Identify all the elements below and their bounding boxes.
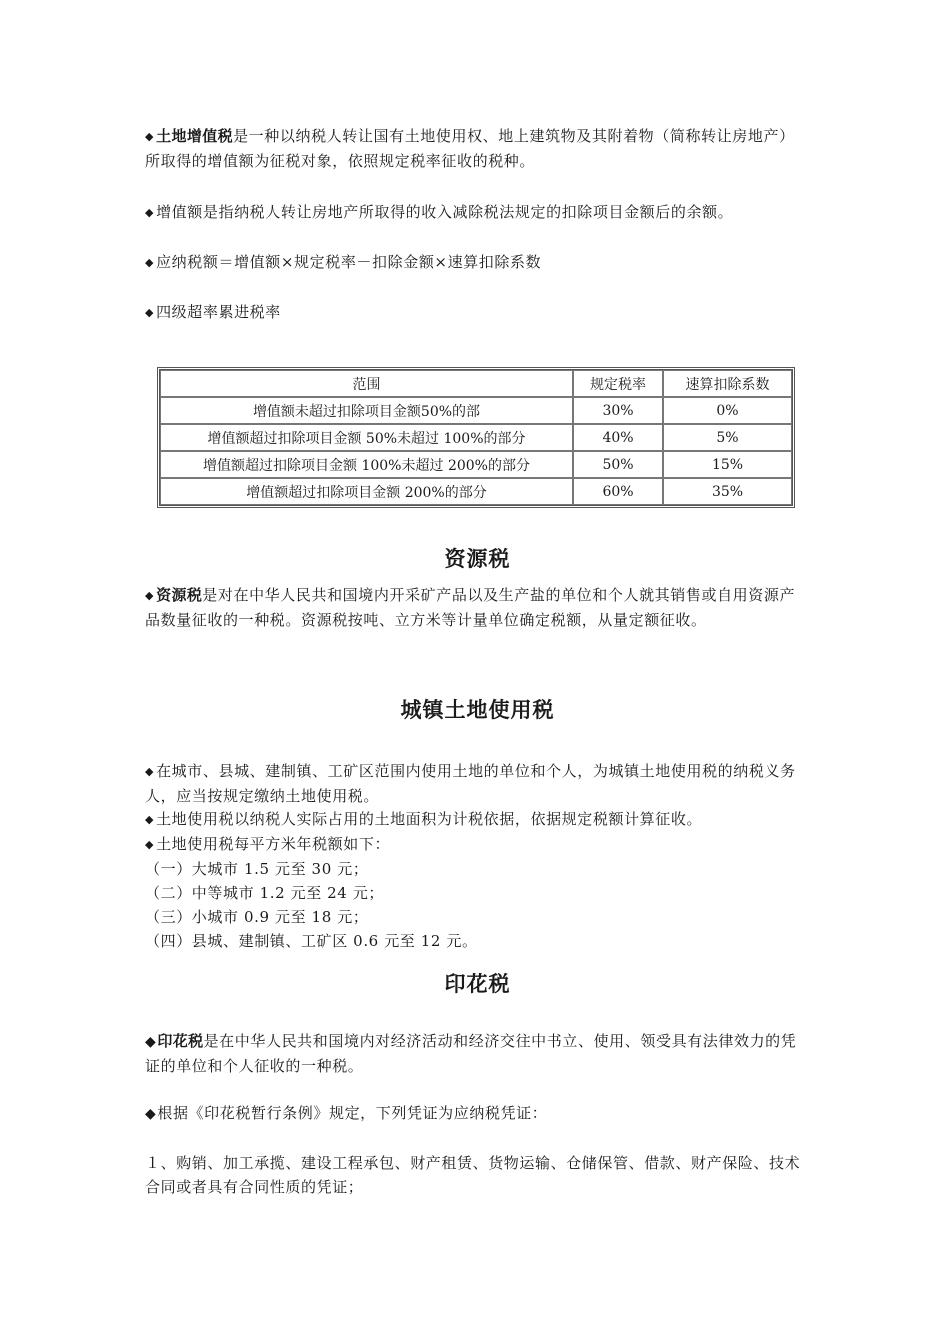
row-deduction: 5% [663, 424, 792, 451]
row-deduction: 0% [663, 397, 792, 424]
tax-formula [145, 250, 810, 275]
header-rate: 规定税率 [573, 370, 663, 397]
list-item: （三）小城市 0.9 元至 18 元； [145, 908, 369, 926]
row-range: 增值额超过扣除项目金额 50%未超过 100%的部分 [160, 424, 573, 451]
row-rate: 40% [573, 424, 663, 451]
table-row [160, 424, 792, 451]
table-row [160, 451, 792, 478]
table-header-row [160, 370, 792, 397]
stamp-tax-item-1 [145, 1151, 810, 1199]
row-deduction: 35% [663, 478, 792, 505]
row-deduction: 15% [663, 451, 792, 478]
progressive-rate-table [157, 367, 795, 508]
header-deduction: 速算扣除系数 [663, 370, 792, 397]
list-item: （二）中等城市 1.2 元至 24 元； [145, 884, 385, 902]
rate-table-caption [145, 300, 810, 325]
resource-tax-term: 资源税 [156, 586, 203, 604]
diamond-bullet-icon: ◆ [145, 838, 155, 851]
land-vat-term: 土地增值税 [156, 127, 234, 145]
header-range: 范围 [160, 370, 573, 397]
list-item: （一）大城市 1.5 元至 30 元； [145, 860, 369, 878]
stamp-tax-term: 印花税 [157, 1032, 204, 1050]
urban-land-tax-taxpayers [145, 759, 810, 808]
value-added-definition [145, 200, 810, 225]
urban-land-tax-rate-list [145, 857, 810, 953]
diamond-bullet-icon: ◆ [145, 1034, 157, 1050]
urban-land-tax-heading: 城镇土地使用税 [400, 698, 555, 722]
stamp-tax-heading: 印花税 [444, 972, 511, 996]
diamond-bullet-icon: ◆ [145, 306, 155, 319]
land-vat-definition [145, 124, 810, 173]
diamond-bullet-icon: ◆ [145, 206, 155, 219]
tax-formula-text: 应纳税额＝增值额×规定税率－扣除金额×速算扣除系数 [156, 253, 542, 271]
table-row [160, 478, 792, 505]
urban-land-tax-basis-text: 土地使用税以纳税人实际占用的土地面积为计税依据，依据规定税额计算征收。 [156, 810, 703, 828]
stamp-tax-regulation [145, 1101, 810, 1126]
row-rate: 30% [573, 397, 663, 424]
resource-tax-definition-text: 是对在中华人民共和国境内开采矿产品以及生产盐的单位和个人就其销售或自用资源产品数量征收的一种税。资源税按吨、立方米等计量单位确定税额，从量定额征收。 [145, 586, 796, 629]
row-range: 增值额未超过扣除项目金额50%的部 [160, 397, 573, 424]
stamp-tax-regulation-text: 根据《印花税暂行条例》规定，下列凭证为应纳税凭证： [157, 1104, 548, 1122]
urban-land-tax-rates-intro [145, 832, 810, 857]
stamp-tax-definition-text: 是在中华人民共和国境内对经济活动和经济交往中书立、使用、领受具有法律效力的凭证的单位和个人征收的一种税。 [145, 1032, 797, 1075]
resource-tax-definition [145, 583, 810, 632]
row-rate: 60% [573, 478, 663, 505]
diamond-bullet-icon: ◆ [145, 1106, 157, 1122]
value-added-definition-text: 增值额是指纳税人转让房地产所取得的收入减除税法规定的扣除项目金额后的余额。 [156, 203, 734, 221]
rate-table-caption-text: 四级超率累进税率 [156, 303, 281, 321]
urban-land-tax-basis [145, 807, 810, 832]
stamp-tax-item-1-text: １、购销、加工承揽、建设工程承包、财产租赁、货物运输、仓储保管、借款、财产保险、技术合同或者具有合同性质的凭证； [145, 1154, 801, 1196]
urban-land-tax-taxpayers-text: 在城市、县城、建制镇、工矿区范围内使用土地的单位和个人，为城镇土地使用税的纳税义务人，应当按规定缴纳土地使用税。 [145, 762, 796, 805]
diamond-bullet-icon: ◆ [145, 589, 155, 602]
row-range: 增值额超过扣除项目金额 200%的部分 [160, 478, 573, 505]
land-vat-definition-text: 是一种以纳税人转让国有土地使用权、地上建筑物及其附着物（简称转让房地产）所取得的增值额为征税对象，依照规定税率征收的税种。 [145, 127, 795, 170]
diamond-bullet-icon: ◆ [145, 813, 155, 826]
diamond-bullet-icon: ◆ [145, 130, 155, 143]
diamond-bullet-icon: ◆ [145, 765, 155, 778]
stamp-tax-definition [145, 1029, 810, 1078]
table-row [160, 397, 792, 424]
list-item: （四）县城、建制镇、工矿区 0.6 元至 12 元。 [145, 932, 478, 950]
row-rate: 50% [573, 451, 663, 478]
diamond-bullet-icon: ◆ [145, 256, 155, 269]
row-range: 增值额超过扣除项目金额 100%未超过 200%的部分 [160, 451, 573, 478]
resource-tax-heading: 资源税 [444, 547, 511, 571]
urban-land-tax-rates-intro-text: 土地使用税每平方米年税额如下： [156, 835, 391, 853]
